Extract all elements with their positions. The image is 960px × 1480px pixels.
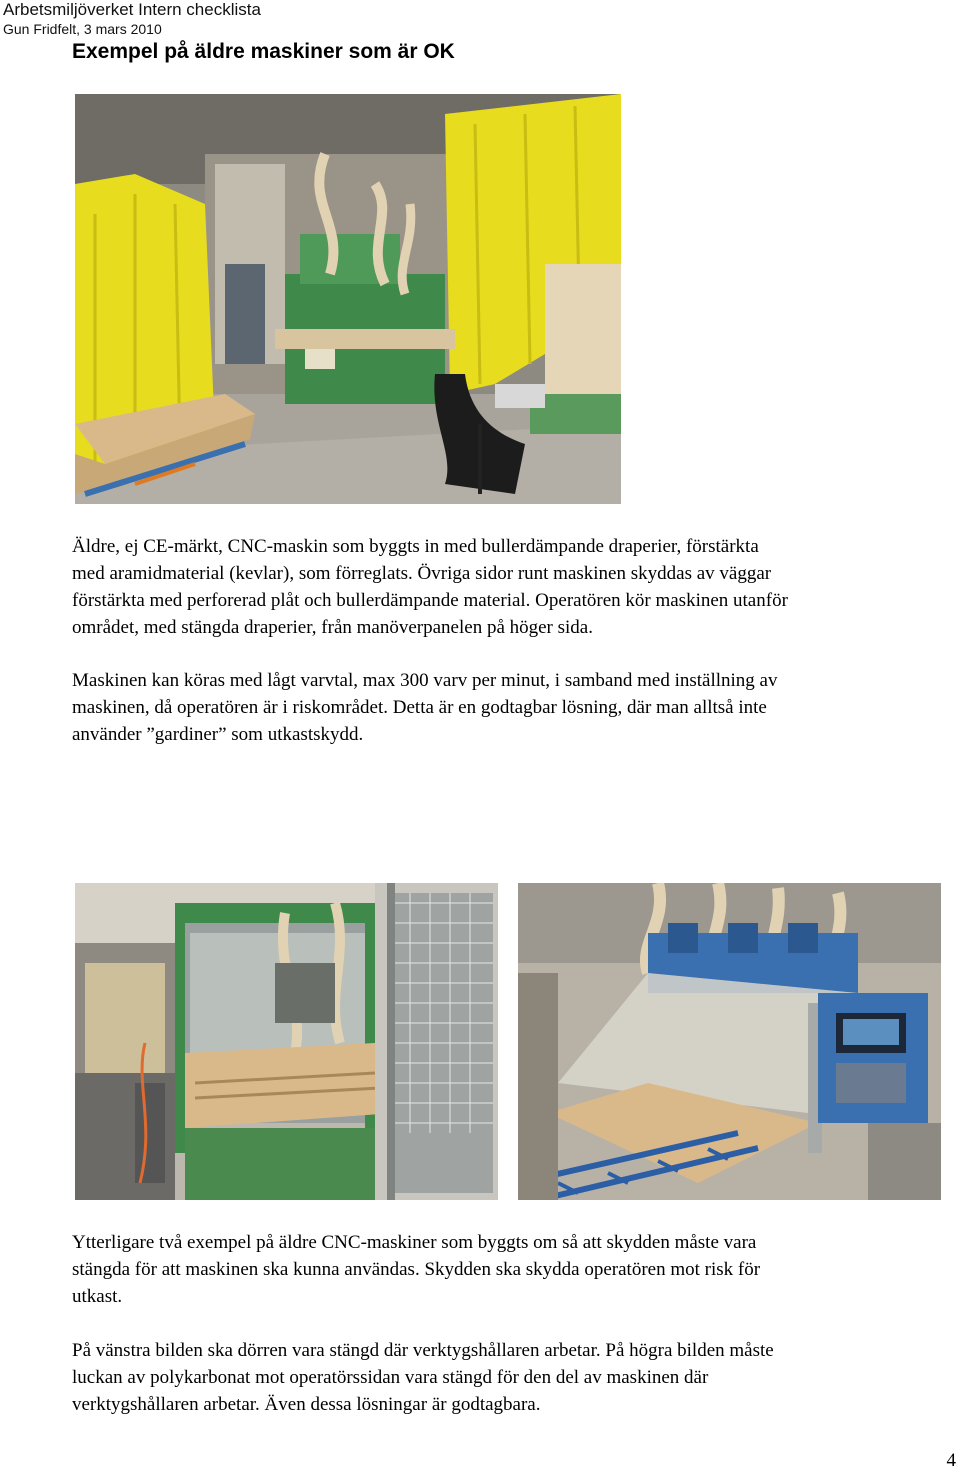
paragraph-4-line: verktygshållaren arbetar. Även dessa lösningar är godtagbara. [72, 1394, 541, 1415]
paragraph-1-line: förstärkta med perforerad plåt och bullerdämpande material. Operatören kör maskinen utanför [72, 590, 788, 611]
paragraph-2 [72, 667, 960, 748]
page-title: Exempel på äldre maskiner som är OK [72, 40, 455, 63]
paragraph-3 [72, 1229, 960, 1310]
header-org: Arbetsmiljöverket Intern checklista [3, 0, 261, 19]
paragraph-4-line: På vänstra bilden ska dörren vara stängd där verktygshållaren arbetar. På högra bilden måste [72, 1340, 774, 1361]
paragraph-1 [72, 533, 960, 641]
photo-cnc-polycarbonate [518, 883, 941, 1200]
paragraph-1-line: området, med stängda draperier, från manöverpanelen på höger sida. [72, 617, 593, 638]
paragraph-3-line: Ytterligare två exempel på äldre CNC-maskiner som byggts om så att skydden måste vara [72, 1232, 757, 1253]
photo-cnc-curtains [75, 94, 621, 504]
paragraph-4 [72, 1337, 960, 1418]
paragraph-1-line: med aramidmaterial (kevlar), som förreglats. Övriga sidor runt maskinen skyddas av väggar [72, 563, 772, 584]
paragraph-4-line: luckan av polykarbonat mot operatörssidan vara stängd för den del av maskinen där [72, 1367, 709, 1388]
paragraph-3-line: utkast. [72, 1286, 123, 1307]
page-number: 4 [946, 1450, 956, 1471]
paragraph-3-line: stängda för att maskinen ska kunna användas. Skydden ska skydda operatören mot risk för [72, 1259, 761, 1280]
paragraph-2-line: maskinen, då operatören är i riskområdet. Detta är en godtagbar lösning, där man alltså inte [72, 697, 767, 718]
photo-cnc-door-enclosure [75, 883, 498, 1200]
paragraph-2-line: använder ”gardiner” som utkastskydd. [72, 724, 364, 745]
paragraph-2-line: Maskinen kan köras med lågt varvtal, max 300 varv per minut, i samband med inställning av [72, 670, 778, 691]
header-author-date: Gun Fridfelt, 3 mars 2010 [3, 21, 162, 37]
paragraph-1-line: Äldre, ej CE-märkt, CNC-maskin som byggts in med bullerdämpande draperier, förstärkta [72, 536, 759, 557]
